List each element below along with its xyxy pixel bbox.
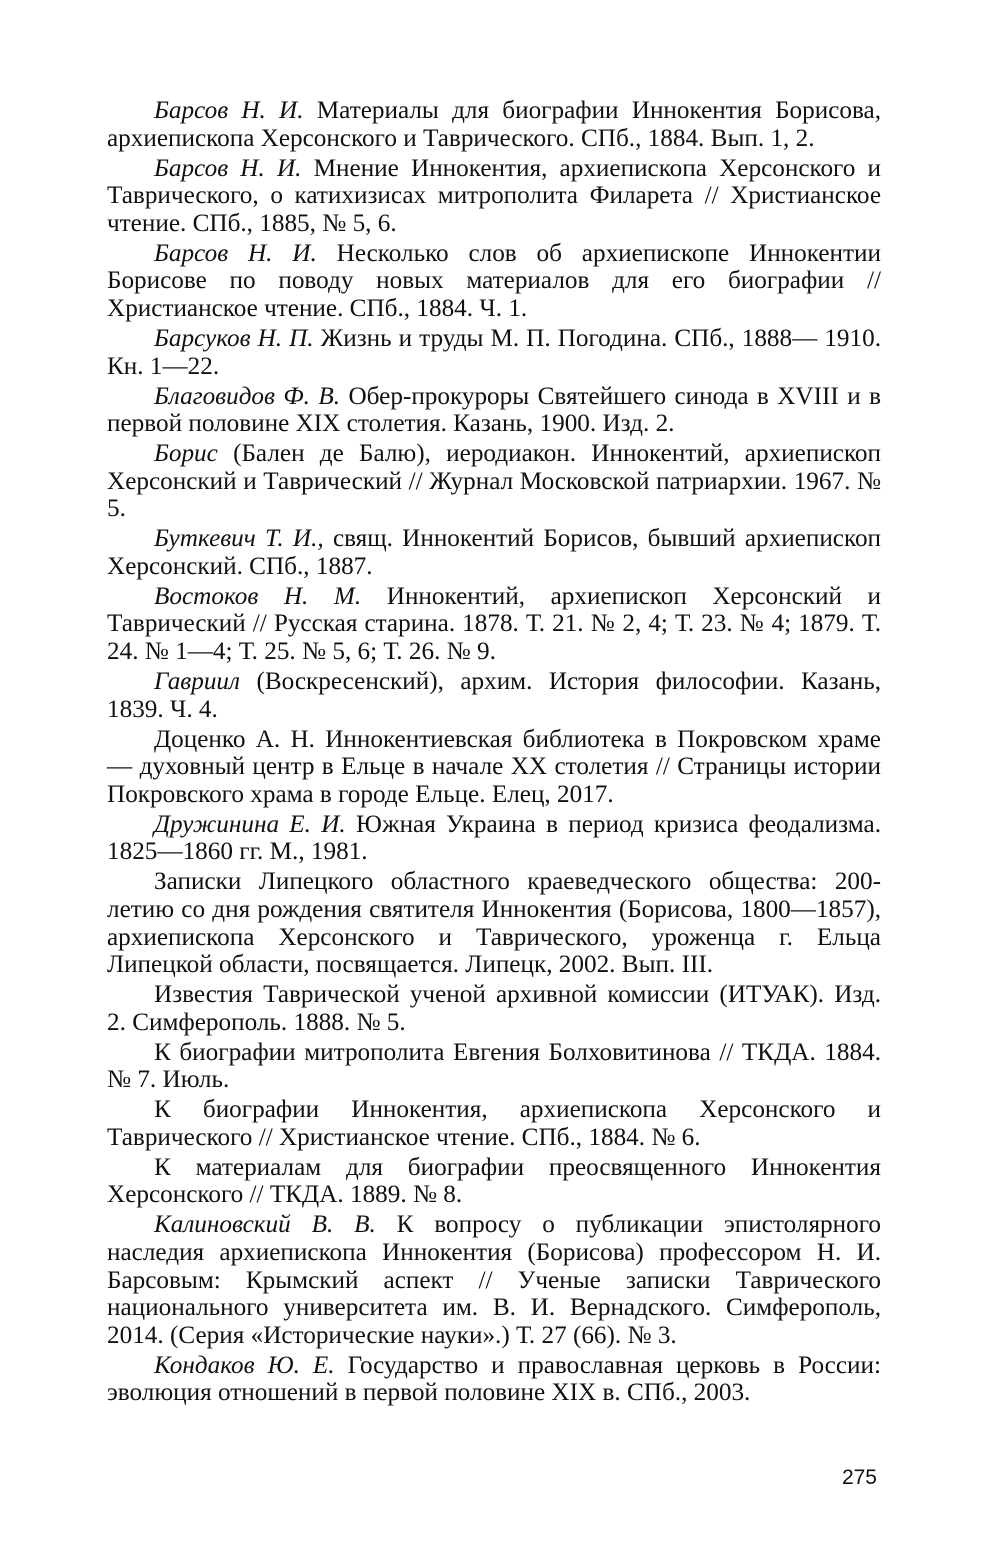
- entry-author: Барсов Н. И.: [154, 239, 317, 267]
- entry-separator: [346, 811, 356, 838]
- bibliography-entry: [107, 1096, 881, 1151]
- entry-text: Жизнь и труды М. П. Погодина. СПб., 1888— 1910. Кн. 1—22.: [107, 324, 882, 380]
- entry-text: К биографии Иннокентия, архиепископа Херсонского и Таврического // Христианское чтение. СПб., 1884. № 6.: [107, 1096, 881, 1151]
- entry-text: (Воскресенский), архим. История философии. Казань, 1839. Ч. 4.: [107, 668, 882, 723]
- entry-author: Барсов Н. И.: [154, 154, 302, 182]
- entry-separator: [218, 440, 233, 467]
- entry-separator: [324, 525, 333, 552]
- bibliography-entry: [107, 811, 881, 866]
- bibliography-entry: [107, 325, 881, 380]
- bibliography-entry: [107, 1352, 881, 1407]
- entry-author: Благовидов Ф. В.: [154, 382, 341, 410]
- entry-text: Обер-прокуроры Святейшего синода в XVIII и в первой половине XIX столетия. Казань, 1900. Изд. 2.: [107, 382, 882, 438]
- bibliography-entry: [107, 1039, 881, 1094]
- entry-text: Иннокентий, архиепископ Херсонский и Таврический // Русская старина. 1878. Т. 21. № 2, 4; Т. 23. № 4; 1879. Т. 24. № 1—4; Т. 25. № 5, 6; Т. 26. № 9.: [107, 582, 881, 666]
- entry-text: Мнение Иннокентия, архиепископа Херсонского и Таврического, о катихизисах митрополита Филарета // Христианское чтение. СПб., 1885, № 5, 6.: [107, 154, 882, 237]
- bibliography-entry: [107, 155, 881, 238]
- bibliography-entry: [107, 868, 881, 978]
- entry-separator: [376, 1211, 397, 1238]
- entry-text: Известия Таврической ученой архивной комиссии (ИТУАК). Изд. 2. Симферополь. 1888. № 5.: [107, 981, 881, 1036]
- entry-separator: [301, 155, 313, 182]
- entry-author: Буткевич Т. И.,: [154, 525, 324, 553]
- bibliography-entry: [107, 726, 881, 809]
- bibliography-entry: [107, 981, 881, 1036]
- entry-separator: [335, 1352, 348, 1379]
- bibliography-list: [107, 97, 881, 1409]
- bibliography-entry: [107, 525, 881, 580]
- entry-separator: [304, 97, 317, 124]
- entry-text: свящ. Иннокентий Борисов, бывший архиепископ Херсонский. СПб., 1887.: [107, 525, 882, 580]
- entry-author: Гавриил: [154, 668, 240, 695]
- entry-text: К вопросу о публикации эпистолярного наследия архиепископа Иннокентия (Борисова) профессором Н. И. Барсовым: Крымский аспект // Ученые записки Таврического национального университета им. В. И. Вернадского. Симферополь, 2014. (Серия «Исторические науки».) Т. 27 (66). № 3.: [107, 1211, 881, 1349]
- entry-separator: [240, 668, 256, 695]
- bibliography-entry: [107, 1154, 881, 1209]
- entry-author: Дружинина Е. И.: [154, 810, 346, 838]
- bibliography-entry: [107, 583, 881, 666]
- entry-author: Борис: [154, 440, 218, 468]
- entry-text: Доценко А. Н. Иннокентиевская библиотека в Покровском храме — духовный центр в Ельце в начале XX столетия // Страницы истории Покровского храма в городе Ельце. Елец, 2017.: [107, 725, 881, 808]
- entry-author: Кондаков Ю. Е.: [154, 1351, 335, 1379]
- entry-text: К биографии митрополита Евгения Болховитинова // ТКДА. 1884. № 7. Июль.: [107, 1038, 881, 1094]
- entry-author: Калиновский В. В.: [154, 1211, 376, 1239]
- entry-separator: [317, 240, 337, 267]
- bibliography-entry: [107, 440, 881, 523]
- entry-text: Южная Украина в период кризиса феодализма. 1825—1860 гг. М., 1981.: [107, 810, 881, 866]
- bibliography-entry: [107, 1211, 881, 1349]
- bibliography-entry: [107, 383, 881, 438]
- entry-author: Востоков Н. М.: [154, 582, 362, 610]
- page-number: 275: [841, 1466, 877, 1489]
- entry-text: Записки Липецкого областного краеведческого общества: 200-летию со дня рождения святителя Иннокентия (Борисова, 1800—1857), архиепископа Херсонского и Таврического, уроженца г. Ельца Липецкой области, посвящается. Липецк, 2002. Вып. III.: [107, 868, 881, 979]
- entry-text: Несколько слов об архиепископе Иннокентии Борисове по поводу новых материалов для его биографии // Христианское чтение. СПб., 1884. Ч. 1.: [107, 239, 881, 322]
- entry-text: Материалы для биографии Иннокентия Борисова, архиепископа Херсонского и Таврического. СПб., 1884. Вып. 1, 2.: [107, 97, 882, 152]
- bibliography-entry: [107, 668, 881, 723]
- entry-separator: [361, 583, 387, 610]
- bibliography-entry: [107, 240, 881, 323]
- entry-text: (Бален де Балю), иеродиакон. Иннокентий, архиепископ Херсонский и Таврический // Журнал Московской патриархии. 1967. № 5.: [107, 440, 882, 523]
- entry-author: Барсуков Н. П.: [154, 324, 314, 352]
- entry-text: К материалам для биографии преосвященного Иннокентия Херсонского // ТКДА. 1889. № 8.: [107, 1153, 881, 1209]
- bibliography-entry: [107, 97, 881, 152]
- entry-author: Барсов Н. И.: [154, 97, 304, 124]
- entry-separator: [314, 325, 321, 352]
- entry-text: Государство и православная церковь в России: эволюция отношений в первой половине XIX в. СПб., 2003.: [107, 1351, 881, 1407]
